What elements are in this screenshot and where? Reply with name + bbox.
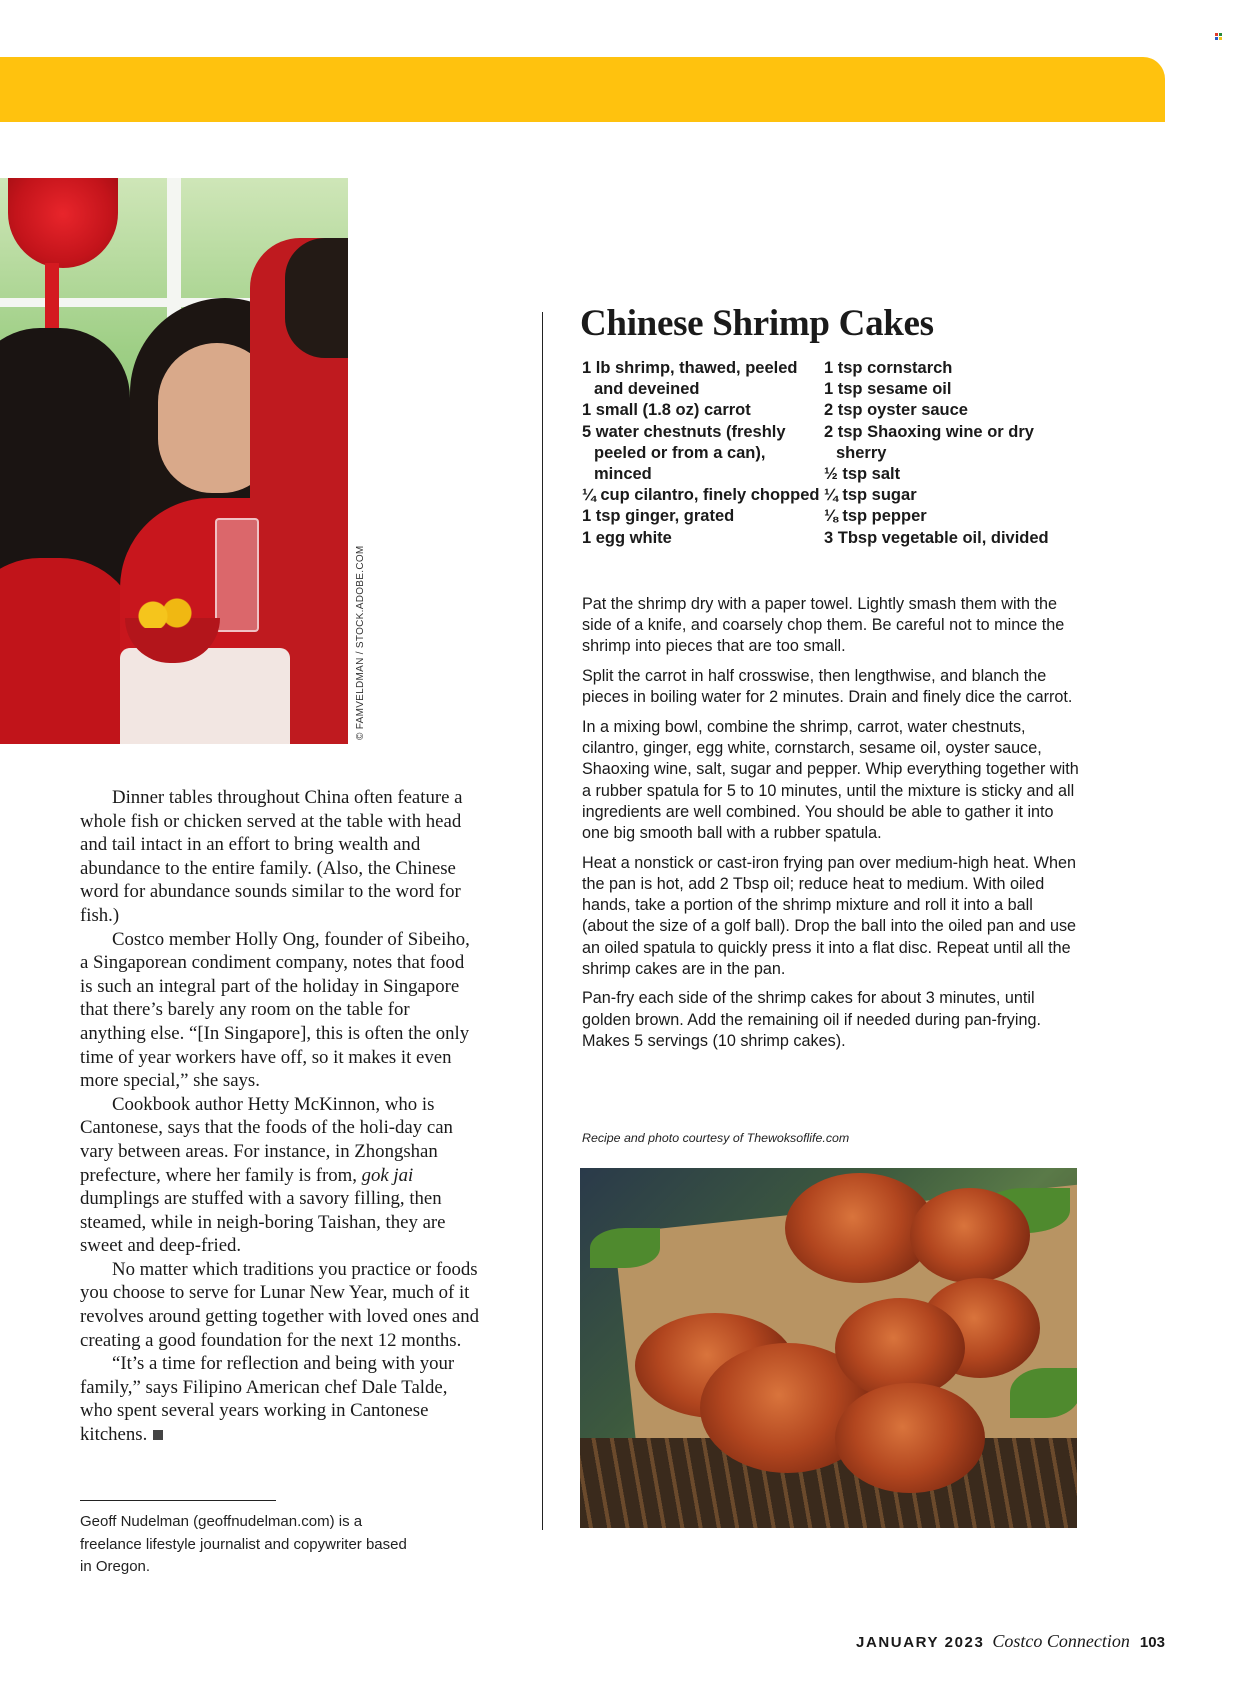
ingredient: ⅛ tsp pepper <box>824 507 927 526</box>
ingredient: 1 tsp sesame oil <box>824 380 952 399</box>
ingredient: 1 tsp ginger, grated <box>582 507 735 526</box>
recipe-step: Split the carrot in half crosswise, then lengthwise, and blanch the pieces in boiling water for 2 minutes. Drain and finely dice the carrot. <box>582 667 1073 707</box>
ingredient: ¼ tsp sugar <box>824 486 917 505</box>
recipe-step: Pat the shrimp dry with a paper towel. Lightly smash them with the side of a knife, and coarsely chop them. Be careful not to mince the shrimp into pieces that are too small. <box>582 595 1065 656</box>
recipe-title: Chinese Shrimp Cakes <box>580 303 934 344</box>
column-divider <box>542 312 543 1530</box>
bio-divider <box>80 1500 276 1501</box>
publication-name: Costco Connection <box>992 1631 1130 1651</box>
ingredients-right <box>824 358 1064 549</box>
ingredient: 1 lb shrimp, thawed, peeled and deveined <box>582 359 798 399</box>
recipe-steps <box>582 594 1082 1061</box>
corner-registration-mark <box>1215 33 1222 40</box>
article-body <box>80 786 480 1447</box>
ingredients-left <box>582 358 822 549</box>
ingredient: 2 tsp oyster sauce <box>824 401 968 420</box>
shrimp-cakes-photo <box>580 1168 1077 1528</box>
end-of-article-mark <box>153 1430 163 1440</box>
recipe-step: Heat a nonstick or cast-iron frying pan over medium-high heat. When the pan is hot, add 2 Tbsp oil; reduce heat to medium. With oiled hands, take a portion of the shrimp mixture and roll it into a ball (about the size of a golf ball). Drop the ball into the oiled pan and use an oiled spatula to quickly press it into a flat disc. Repeat until all the shrimp cakes are in the pan. <box>582 853 1077 978</box>
recipe-step: Pan-fry each side of the shrimp cakes for about 3 minutes, until golden brown. Add the remaining oil if needed during pan-frying. Makes 5 servings (10 shrimp cakes). <box>582 989 1041 1050</box>
ingredient: 2 tsp Shaoxing wine or dry sherry <box>824 422 1034 462</box>
ingredient: 5 water chestnuts (freshly peeled or from a can), minced <box>582 422 786 484</box>
article-paragraph: No matter which traditions you practice or foods you choose to serve for Lunar New Year, much of it revolves around getting together with loved ones and creating a good foundation for the next 12 months. <box>80 1258 480 1351</box>
photo-credit: © FAMVELDMAN / STOCK.ADOBE.COM <box>355 545 366 740</box>
recipe-courtesy: Recipe and photo courtesy of Thewoksoflife.com <box>582 1131 850 1145</box>
issue-date: JANUARY 2023 <box>856 1634 985 1651</box>
page-footer <box>856 1631 1165 1652</box>
author-bio: Geoff Nudelman (geoffnudelman.com) is a freelance lifestyle journalist and copywriter based in Oregon. <box>80 1513 407 1575</box>
ingredient: 1 tsp cornstarch <box>824 359 953 377</box>
article-paragraph: “It’s a time for reflection and being with your family,” says Filipino American chef Dale Talde, who spent several years working in Cantonese kitchens. <box>80 1353 455 1446</box>
page-number: 103 <box>1139 1634 1165 1651</box>
family-dinner-photo <box>0 178 348 744</box>
header-color-band <box>0 57 1165 122</box>
recipe-step: In a mixing bowl, combine the shrimp, carrot, water chestnuts, cilantro, ginger, egg white, cornstarch, sesame oil, oyster sauce, Shaoxing wine, salt, sugar and pepper. Whip everything together with a rubber spatula for 5 to 10 minutes, until the mixture is sticky and all ingredients are well combined. You should be able to gather it into one big smooth ball with a rubber spatula. <box>582 718 1079 843</box>
ingredient: 1 small (1.8 oz) carrot <box>582 401 751 420</box>
article-paragraph: Dinner tables throughout China often feature a whole fish or chicken served at the table with head and tail intact in an effort to bring wealth and abundance to the entire family. (Also, the Chinese word for abundance sounds similar to the word for fish.) <box>80 787 463 926</box>
article-paragraph: Costco member Holly Ong, founder of Sibeiho, a Singaporean condiment company, notes that food is such an integral part of the holiday in Singapore that there’s barely any room on the table for anything else. “[In Singapore], this is often the only time of year workers have off, so it makes it even more special,” she says. <box>80 928 470 1092</box>
ingredient: 1 egg white <box>582 528 672 547</box>
ingredient: 3 Tbsp vegetable oil, divided <box>824 528 1049 547</box>
ingredient: ½ tsp salt <box>824 465 901 484</box>
article-paragraph: Cookbook author Hetty McKinnon, who is Cantonese, says that the foods of the holi-day can vary between areas. For instance, in Zhongshan prefecture, where her family is from, gok jai dumplings are stuffed with a savory filling, then steamed, while in neigh-boring Taishan, they are sweet and deep-fried. <box>80 1093 453 1257</box>
ingredient: ¼ cup cilantro, finely chopped <box>582 486 820 505</box>
